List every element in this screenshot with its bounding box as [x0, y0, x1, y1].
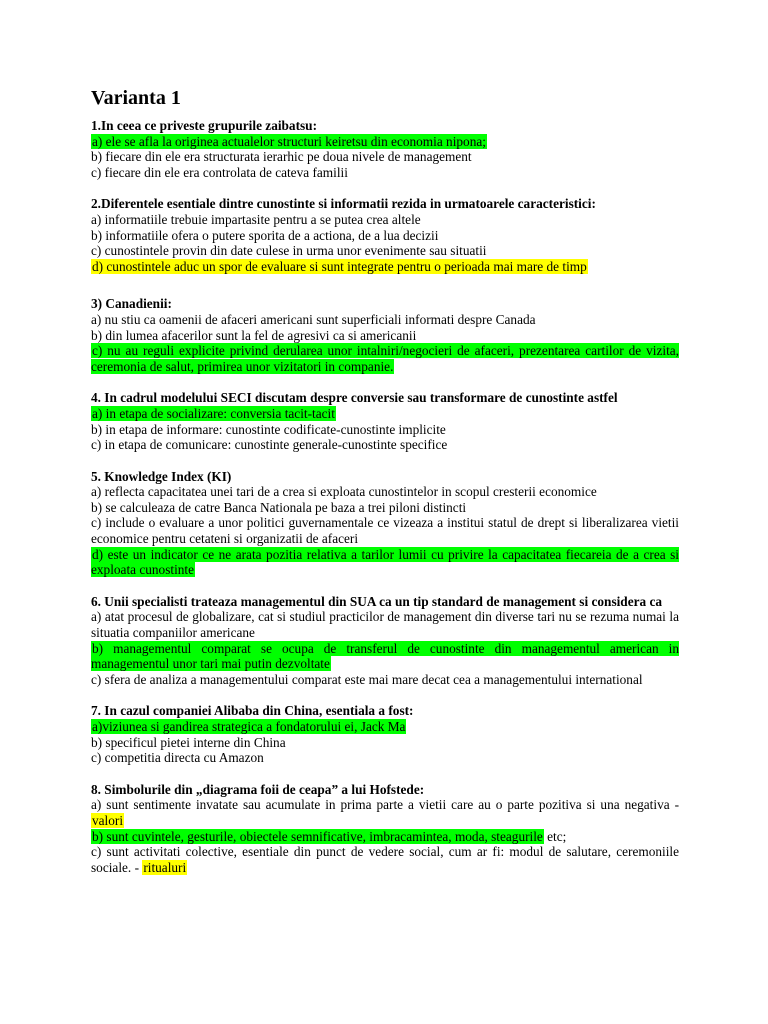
question-8-option-a-text: a) sunt sentimente invatate sau acumulate in prima parte a vietii care au o parte pozitiva si una negativa -: [91, 797, 679, 813]
question-6-option-c: c) sfera de analiza a managementului comparat este mai mare decat cea a managementului international: [91, 671, 643, 687]
question-4-option-b: b) in etapa de informare: cunostinte codificate-cunostinte implicite: [91, 421, 446, 437]
question-2: [91, 196, 679, 274]
question-7-option-c: c) competitia directa cu Amazon: [91, 750, 264, 766]
question-1-option-c: c) fiecare din ele era controlata de cateva familii: [91, 164, 348, 180]
question-7-option-b: b) specificul pietei interne din China: [91, 734, 286, 750]
question-8-option-c-text: c) sunt activitati colective, esentiale din punct de vedere social, cum ar fi: modul de salutare, ceremoniile sociale. -: [91, 844, 679, 875]
question-3-option-a: a) nu stiu ca oamenii de afaceri americani sunt superficiali informati despre Canada: [91, 311, 536, 327]
question-8-option-b-tail: etc;: [543, 828, 567, 844]
question-6-option-b: b) managementul comparat se ocupa de transferul de cunostinte din managementul american in managementul unor tari mai putin dezvoltate: [91, 640, 679, 672]
question-6-option-a: a) atat procesul de globalizare, cat si studiul practicilor de management din diverse tari nu se rezuma numai la situatia companiilor americane: [91, 609, 679, 641]
question-1-title: 1.In ceea ce priveste grupurile zaibatsu:: [91, 118, 318, 133]
question-6-title: 6. Unii specialisti trateaza managementul din SUA ca un tip standard de management si considera ca: [91, 593, 663, 609]
question-8: [91, 782, 679, 876]
question-3-option-b: b) din lumea afacerilor sunt la fel de agresivi ca si americanii: [91, 327, 417, 343]
question-8-option-b-text: b) sunt cuvintele, gesturile, obiectele semnificative, imbracamintea, moda, steagurile: [92, 828, 543, 844]
question-2-option-b: b) informatiile ofera o putere sporita de a actiona, de a lua decizii: [91, 227, 439, 243]
question-7-option-a: a)viziunea si gandirea strategica a fondatorului ei, Jack Ma: [92, 719, 406, 734]
question-1-option-b: b) fiecare din ele era structurata ierarhic pe doua nivele de management: [91, 149, 472, 165]
question-8-option-a: [91, 797, 679, 828]
question-8-option-c-mark: ritualuri: [143, 859, 187, 875]
question-5-option-c: c) include o evaluare a unor politici guvernamentale ce vizeaza a institui statul de drept si liberalizarea vietii economice pentru cetateni si organizatii de afaceri: [91, 515, 679, 547]
question-2-option-a: a) informatiile trebuie impartasite pentru a se putea crea altele: [91, 211, 421, 227]
question-3-title: 3) Canadienii:: [91, 296, 172, 312]
question-4-option-a: a) in etapa de socializare: conversia tacit-tacit: [92, 405, 335, 421]
question-3-option-c: c) nu au reguli explicite privind derularea unor intalniri/negocieri de afaceri, prezentarea cartilor de vizita, ceremonia de salut, primirea unor vizitatori in companie.: [91, 343, 679, 374]
question-2-option-d: d) cunostintele aduc un spor de evaluare si sunt integrate pentru o perioada mai mare de timp: [92, 258, 587, 274]
question-1: [91, 118, 679, 180]
question-4: [91, 390, 679, 452]
question-8-title: 8. Simbolurile din „diagrama foii de ceapa” a lui Hofstede:: [91, 781, 425, 797]
question-6: [91, 594, 679, 688]
question-8-option-c: [91, 844, 679, 875]
question-2-option-c: c) cunostintele provin din date culese in urma unor evenimente sau situatii: [91, 243, 487, 259]
question-5-option-b: b) se calculeaza de catre Banca Nationala pe baza a trei piloni distincti: [91, 499, 467, 515]
question-4-option-c: c) in etapa de comunicare: cunostinte generale-cunostinte specifice: [91, 437, 448, 453]
question-4-title: 4. In cadrul modelului SECI discutam despre conversie sau transformare de cunostinte astfel: [91, 390, 618, 406]
question-5-option-a: a) reflecta capacitatea unei tari de a crea si exploata cunostintelor in scopul cresterii economice: [91, 484, 597, 500]
question-5: [91, 469, 679, 578]
question-5-option-d: d) este un indicator ce ne arata pozitia relativa a tarilor lumii cu privire la capacitatea fiecareia de a crea si exploata cunostinte: [91, 546, 679, 578]
question-2-title: 2.Diferentele esentiale dintre cunostinte si informatii rezida in urmatoarele caracteristici:: [91, 196, 596, 212]
question-7: [91, 703, 679, 765]
document-content: [91, 86, 679, 891]
document-title: Varianta 1: [91, 87, 181, 109]
question-8-option-b: [91, 829, 679, 845]
question-5-title: 5. Knowledge Index (KI): [91, 468, 232, 484]
question-3: [91, 296, 679, 374]
question-7-title: 7. In cazul companiei Alibaba din China, esentiala a fost:: [91, 703, 414, 719]
question-8-option-a-mark: valori: [92, 812, 124, 828]
question-1-option-a: a) ele se afla la originea actualelor structuri keiretsu din economia nipona;: [92, 133, 486, 149]
